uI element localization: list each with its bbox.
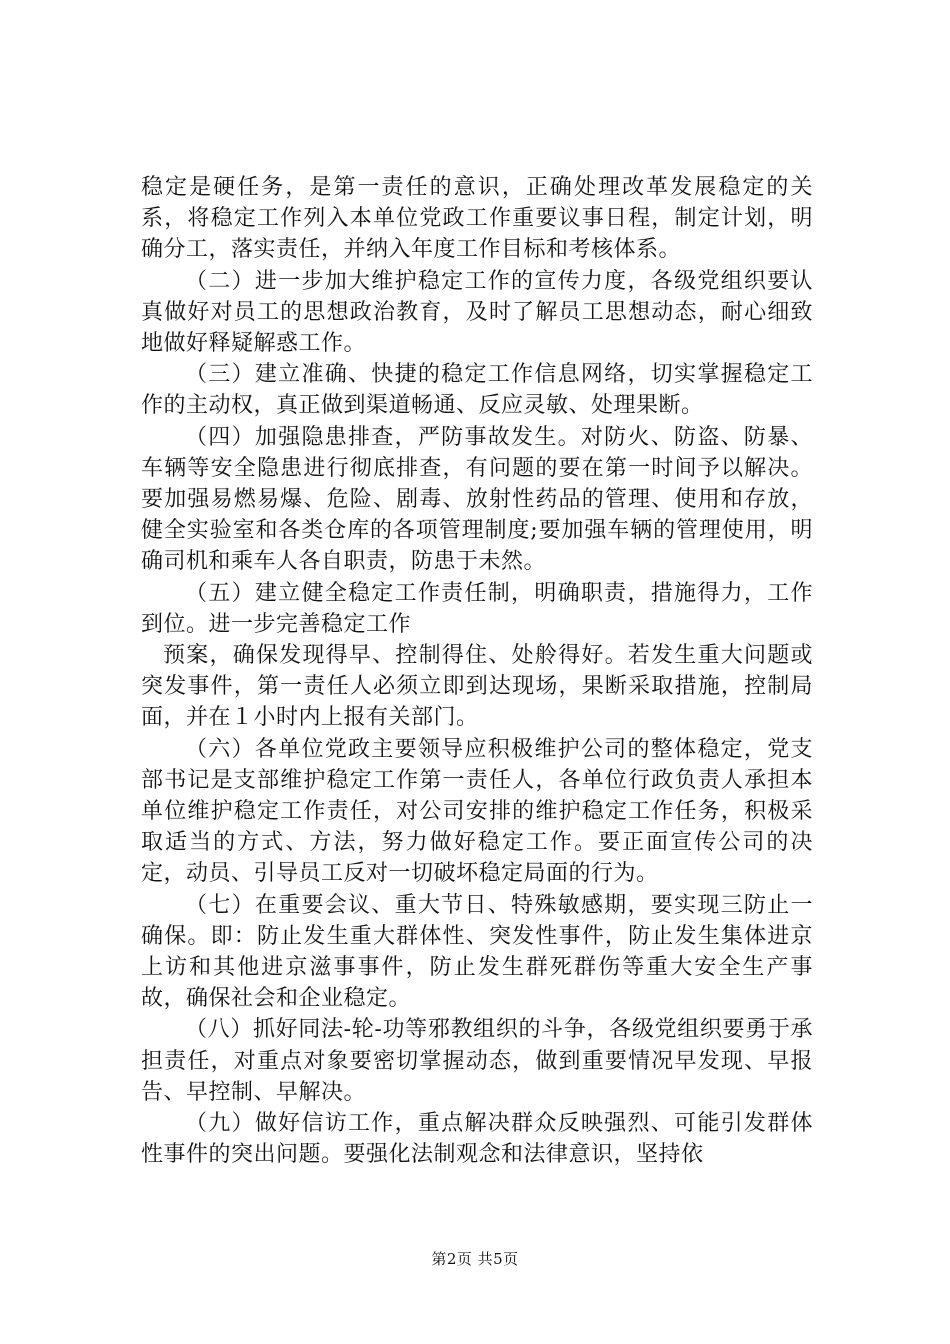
paragraph-continuation: 稳定是硬任务，是第一责任的意识，正确处理改革发展稳定的关系，将稳定工作列入本单位党政工作重要议事日程，制定计划，明确分工，落实责任，并纳入年度工作目标和考核体系。 (141, 175, 813, 263)
paragraph-item-9: （九）做好信访工作，重点解决群众反映强烈、可能引发群体性事件的突出问题。要强化法制观念和法律意识，坚持依 (141, 1111, 813, 1168)
paragraph-item-5: （五）建立健全稳定工作责任制，明确职责，措施得力，工作到位。进一步完善稳定工作 (141, 580, 813, 637)
page-number-footer: 第2页 共5页 (431, 1250, 519, 1268)
document-body (141, 172, 813, 1171)
paragraph-item-2: （二）进一步加大维护稳定工作的宣传力度，各级党组织要认真做好对员工的思想政治教育，及时了解员工思想动态，耐心细致地做好释疑解惑工作。 (141, 268, 813, 357)
paragraph-item-7: （七）在重要会议、重大节日、特殊敏感期，要实现三防止一确保。即：防止发生重大群体性、突发性事件，防止发生集体进京上访和其他进京滋事事件，防止发生群死群伤等重大安全生产事故，确保社会和企业稳定。 (141, 892, 813, 1012)
paragraph-item-6: （六）各单位党政主要领导应积极维护公司的整体稳定，党支部书记是支部维护稳定工作第一责任人，各单位行政负责人承担本单位维护稳定工作责任，对公司安排的维护稳定工作任务，积极采取适当的方式、方法，努力做好稳定工作。要正面宣传公司的决定，动员、引导员工反对一切破坏稳定局面的行为。 (141, 736, 813, 887)
paragraph-item-3: （三）建立准确、快捷的稳定工作信息网络，切实掌握稳定工作的主动权，真正做到渠道畅通、反应灵敏、处理果断。 (141, 362, 813, 419)
paragraph-item-8: （八）抓好同法-轮-功等邪教组织的斗争，各级党组织要勇于承担责任，对重点对象要密切掌握动态，做到重要情况早发现、早报告、早控制、早解决。 (141, 1017, 813, 1105)
paragraph-item-5-continued: 预案，确保发现得早、控制得住、处舲得好。若发生重大问题或突发事件，第一责任人必须立即到达现场，果断采取措施，控制局面，并在１小时内上报有关部门。 (141, 643, 813, 731)
paragraph-item-4: （四）加强隐患排查，严防事故发生。对防火、防盗、防暴、车辆等安全隐患进行彻底排查，有问题的要在第一时间予以解决。要加强易燃易爆、危险、剧毒、放射性药品的管理、使用和存放，健全实验室和各类仓库的各项管理制度;要加强车辆的管理使用，明确司机和乘车人各自职责，防患于未然。 (141, 424, 813, 575)
